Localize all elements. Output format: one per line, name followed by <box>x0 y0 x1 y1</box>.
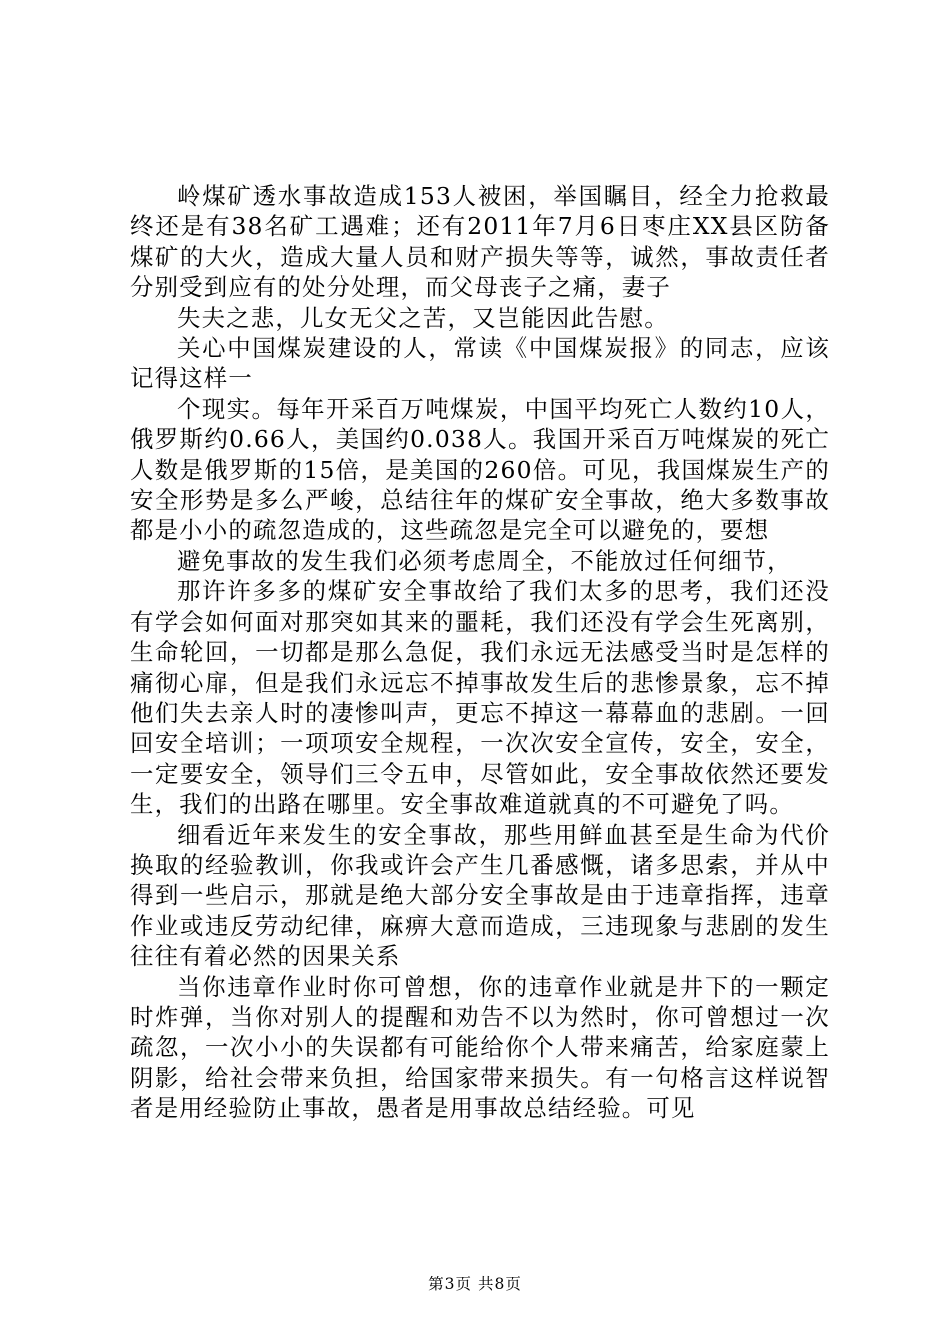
paragraph: 关心中国煤炭建设的人，常读《中国煤炭报》的同志，应该记得这样一 <box>130 334 830 393</box>
paragraph: 岭煤矿透水事故造成153人被困，举国瞩目，经全力抢救最终还是有38名矿工遇难；还有2011年7月6日枣庄XX县区防备煤矿的大火，造成大量人员和财产损失等等，诚然，事故责任者分别受到应有的处分处理，而父母丧子之痛，妻子 <box>130 182 830 302</box>
paragraph: 避免事故的发生我们必须考虑周全，不能放过任何细节， <box>177 546 792 575</box>
paragraph: 个现实。每年开采百万吨煤炭，中国平均死亡人数约10人，俄罗斯约0.66人，美国约0.038人。我国开采百万吨煤炭的死亡人数是俄罗斯的15倍，是美国的260倍。可见，我国煤炭生产的安全形势是多么严峻，总结往年的煤矿安全事故，绝大多数事故都是小小的疏忽造成的，这些疏忽是完全可以避免的，要想 <box>130 394 830 545</box>
paragraph: 那许许多多的煤矿安全事故给了我们太多的思考，我们还没有学会如何面对那突如其来的噩耗，我们还没有学会生死离别，生命轮回，一切都是那么急促，我们永远无法感受当时是怎样的痛彻心扉，但是我们永远忘不掉事故发生后的悲惨景象，忘不掉他们失去亲人时的凄惨叫声，更忘不掉这一幕幕血的悲剧。一回回安全培训；一项项安全规程，一次次安全宣传，安全，安全，一定要安全，领导们三令五申，尽管如此，安全事故依然还要发生，我们的出路在哪里。安全事故难道就真的不可避免了吗。 <box>130 577 830 819</box>
paragraph: 失夫之悲，儿女无父之苦，又岂能因此告慰。 <box>177 303 669 332</box>
document-body <box>130 181 830 1124</box>
paragraph: 细看近年来发生的安全事故，那些用鲜血甚至是生命为代价换取的经验教训，你我或许会产生几番感慨，诸多思索，并从中得到一些启示，那就是绝大部分安全事故是由于违章指挥，违章作业或违反劳动纪律，麻痹大意而造成，三违现象与悲剧的发生往往有着必然的因果关系 <box>130 820 830 971</box>
page-number-footer: 第3页 共8页 <box>428 1275 522 1293</box>
paragraph: 当你违章作业时你可曾想，你的违章作业就是井下的一颗定时炸弹，当你对别人的提醒和劝告不以为然时，你可曾想过一次疏忽，一次小小的失误都有可能给你个人带来痛苦，给家庭蒙上阴影，给社会带来负担，给国家带来损失。有一句格言这样说智者是用经验防止事故，愚者是用事故总结经验。可见 <box>130 972 830 1123</box>
